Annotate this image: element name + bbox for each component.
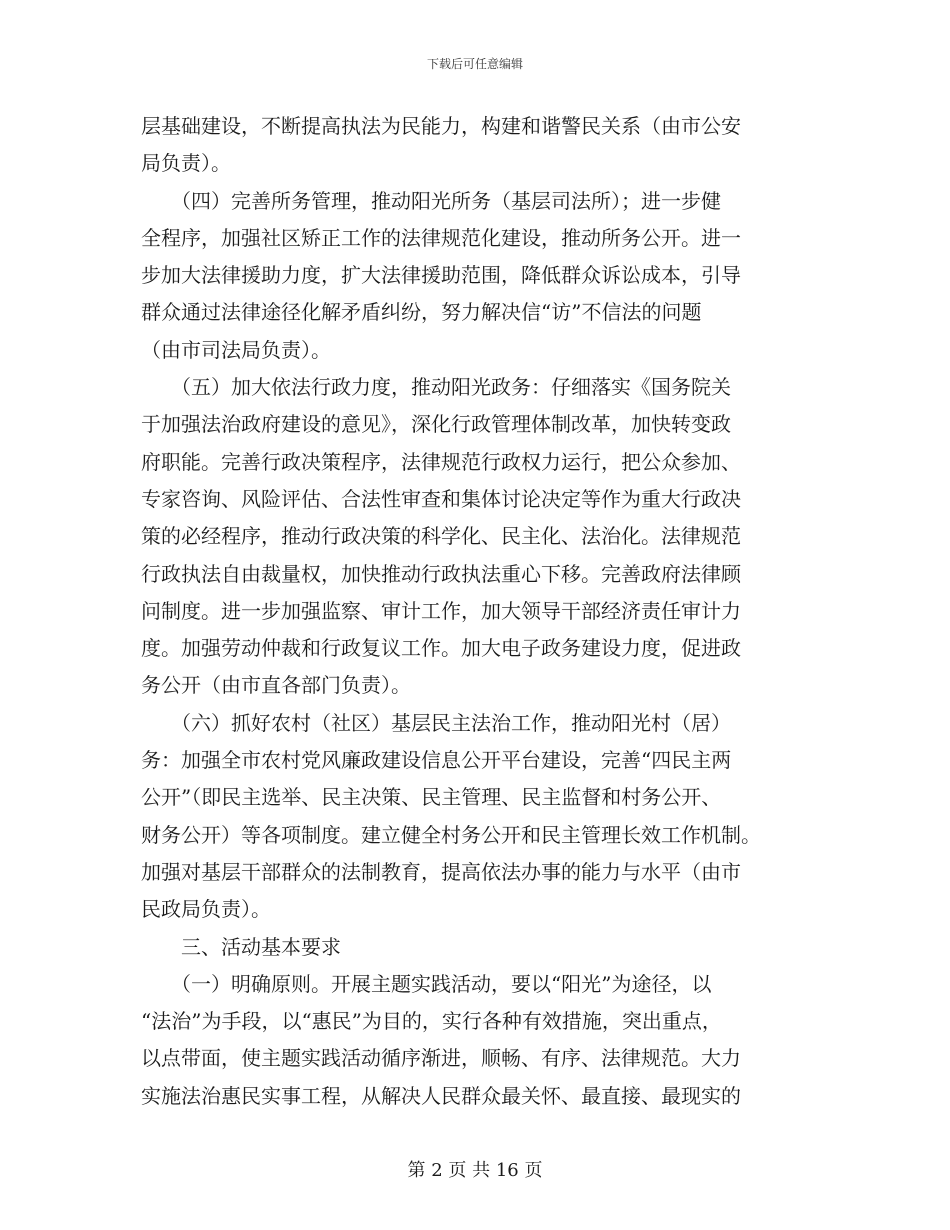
text-line: 务：加强全市农村党风廉政建设信息公开平台建设，完善“四民主两	[141, 748, 732, 773]
text-line: 问制度。进一步加强监察、审计工作，加大领导干部经济责任审计力	[141, 598, 741, 623]
text-line: “法治”为手段，以“惠民”为目的，实行各种有效措施，突出重点，	[141, 1009, 722, 1034]
document-body	[141, 108, 811, 1115]
text-line: （四）完善所务管理，推动阳光所务（基层司法所）；进一步健	[141, 188, 721, 213]
text-line: 专家咨询、风险评估、合法性审查和集体讨论决定等作为重大行政决	[141, 486, 741, 511]
page-number-footer: 第 2 页 共 16 页	[407, 1160, 543, 1181]
text-line: 群众通过法律途径化解矛盾纠纷，努力解决信“访”不信法的问题	[141, 300, 702, 325]
text-line: 财务公开）等各项制度。建立健全村务公开和民主管理长效工作机制。	[141, 822, 761, 847]
text-line: 度。加强劳动仲裁和行政复议工作。加大电子政务建设力度，促进政	[141, 636, 741, 661]
text-line: （由市司法局负责）。	[141, 337, 331, 362]
text-line: 实施法治惠民实事工程，从解决人民群众最关怀、最直接、最现实的	[141, 1083, 741, 1108]
text-line: 务公开（由市直各部门负责）。	[141, 673, 411, 698]
page-header: 下载后可任意编辑	[426, 57, 523, 71]
text-line: 局负责）。	[141, 151, 231, 176]
text-line: （五）加大依法行政力度，推动阳光政务：仔细落实《国务院关	[141, 375, 731, 400]
text-line: 全程序，加强社区矫正工作的法律规范化建设，推动所务公开。进一	[141, 225, 741, 250]
text-line: 民政局负责）。	[141, 897, 271, 922]
text-line: 策的必经程序，推动行政决策的科学化、民主化、法治化。法律规范	[141, 524, 741, 549]
text-line: 步加大法律援助力度，扩大法律援助范围，降低群众诉讼成本，引导	[141, 263, 741, 288]
text-line: 加强对基层干部群众的法制教育，提高依法办事的能力与水平（由市	[141, 859, 741, 884]
text-line: （一）明确原则。开展主题实践活动，要以“阳光”为途径，以	[141, 971, 712, 996]
text-line: 以点带面，使主题实践活动循序渐进，顺畅、有序、法律规范。大力	[141, 1046, 741, 1071]
text-line: 于加强法治政府建设的意见》，深化行政管理体制改革，加快转变政	[141, 412, 731, 437]
text-line: 行政执法自由裁量权，加快推动行政执法重心下移。完善政府法律顾	[141, 561, 741, 586]
section-heading: 三、活动基本要求	[141, 934, 341, 959]
text-line: （六）抓好农村（社区）基层民主法治工作，推动阳光村（居）	[141, 710, 731, 735]
text-line: 层基础建设，不断提高执法为民能力，构建和谐警民关系（由市公安	[141, 114, 741, 138]
text-line: 府职能。完善行政决策程序，法律规范行政权力运行，把公众参加、	[141, 449, 741, 474]
text-line: 公开”（即民主选举、民主决策、民主管理、民主监督和村务公开、	[141, 785, 722, 810]
